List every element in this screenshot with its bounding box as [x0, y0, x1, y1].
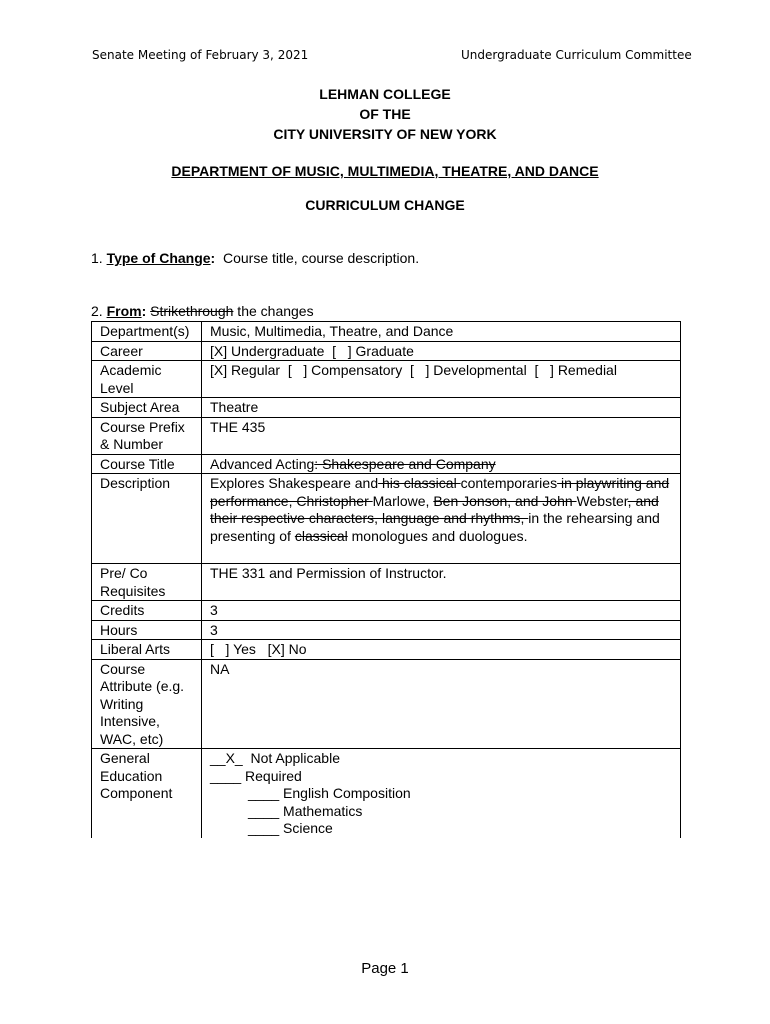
- desc-kept: Webster: [576, 492, 628, 509]
- course-title-struck: : Shakespeare and Company: [314, 455, 496, 472]
- subject-area-value: Theatre: [202, 398, 681, 418]
- hours-value: 3: [202, 620, 681, 640]
- desc-kept: monologues and duologues.: [347, 527, 528, 544]
- row-hours: [92, 620, 681, 640]
- course-prefix-label: Course Prefix & Number: [92, 417, 202, 454]
- row-description: [92, 474, 681, 564]
- course-prefix-value: THE 435: [202, 417, 681, 454]
- prereq-value: THE 331 and Permission of Instructor.: [202, 564, 681, 601]
- gen-ed-suboption: ____ Mathematics: [248, 802, 363, 819]
- row-course-title: [92, 454, 681, 474]
- row-department: [92, 322, 681, 342]
- course-attribute-label: Course Attribute (e.g. Writing Intensive, WAC, etc): [92, 659, 202, 749]
- college-of-the: OF THE: [359, 106, 411, 122]
- desc-struck: in playwriting and performance, Christopher: [210, 475, 670, 509]
- desc-kept: in the rehearsing and presenting of: [210, 510, 660, 544]
- document-subtitle: CURRICULUM CHANGE: [305, 197, 465, 213]
- row-course-prefix: [92, 417, 681, 454]
- department-title: DEPARTMENT OF MUSIC, MULTIMEDIA, THEATRE, AND DANCE: [171, 163, 599, 179]
- row-liberal-arts: [92, 640, 681, 660]
- college-name: LEHMAN COLLEGE: [319, 86, 451, 102]
- item-number: 1.: [91, 250, 103, 266]
- description-label: Description: [92, 474, 202, 564]
- credits-label: Credits: [92, 601, 202, 621]
- course-title-label: Course Title: [92, 454, 202, 474]
- from-rest: the changes: [233, 303, 314, 319]
- liberal-arts-value: [ ] Yes [X] No: [202, 640, 681, 660]
- academic-level-label: Academic Level: [92, 361, 202, 398]
- type-of-change-value: Course title, course description.: [223, 250, 420, 266]
- desc-struck: his classical: [378, 475, 461, 491]
- gen-ed-suboption: ____ English Composition: [248, 785, 411, 801]
- liberal-arts-label: Liberal Arts: [92, 640, 202, 660]
- course-form-table: [91, 321, 681, 838]
- row-course-attribute: [92, 659, 681, 749]
- career-label: Career: [92, 341, 202, 361]
- header-meeting: Senate Meeting of February 3, 2021: [92, 48, 309, 62]
- type-of-change-label: Type of Change: [106, 250, 211, 266]
- university-name: CITY UNIVERSITY OF NEW YORK: [273, 126, 497, 142]
- gen-ed-option: __X_ Not Applicable: [210, 750, 340, 766]
- credits-value: 3: [202, 601, 681, 621]
- desc-struck: classical: [294, 527, 348, 544]
- department-label: Department(s): [92, 322, 202, 342]
- gen-ed-value: [202, 749, 681, 838]
- row-subject-area: [92, 398, 681, 418]
- academic-level-value: [X] Regular [ ] Compensatory [ ] Developmental [ ] Remedial: [202, 361, 681, 398]
- item-number: 2.: [91, 303, 103, 319]
- type-of-change: [91, 250, 419, 266]
- desc-kept: Explores Shakespeare and: [210, 475, 379, 491]
- desc-struck: Ben Jonson, and John: [433, 492, 577, 509]
- page-number: Page 1: [361, 960, 409, 977]
- course-title-value: [202, 454, 681, 474]
- description-value: [202, 474, 681, 564]
- hours-label: Hours: [92, 620, 202, 640]
- from-label: From: [106, 303, 142, 319]
- row-credits: [92, 601, 681, 621]
- desc-struck: , and their respective characters, language and rhythms,: [210, 492, 659, 526]
- prereq-label: Pre/ Co Requisites: [92, 564, 202, 601]
- gen-ed-option: ____ Required: [210, 767, 302, 784]
- gen-ed-label: General Education Component: [92, 749, 202, 838]
- row-academic-level: [92, 361, 681, 398]
- row-prereq: [92, 564, 681, 601]
- course-attribute-value: NA: [202, 659, 681, 749]
- colon: :: [141, 303, 147, 319]
- strikethrough-word: Strikethrough: [150, 303, 234, 319]
- row-gen-ed: [92, 749, 681, 838]
- course-title-kept: Advanced Acting: [210, 455, 315, 472]
- gen-ed-suboption: ____ Science: [248, 820, 333, 836]
- header-committee: Undergraduate Curriculum Committee: [461, 48, 692, 62]
- department-value: Music, Multimedia, Theatre, and Dance: [202, 322, 681, 342]
- desc-kept: Marlowe,: [372, 492, 434, 509]
- colon: :: [210, 250, 216, 266]
- desc-kept: contemporaries: [460, 475, 558, 491]
- subject-area-label: Subject Area: [92, 398, 202, 418]
- row-career: [92, 341, 681, 361]
- career-value: [X] Undergraduate [ ] Graduate: [202, 341, 681, 361]
- from-section: [91, 303, 314, 319]
